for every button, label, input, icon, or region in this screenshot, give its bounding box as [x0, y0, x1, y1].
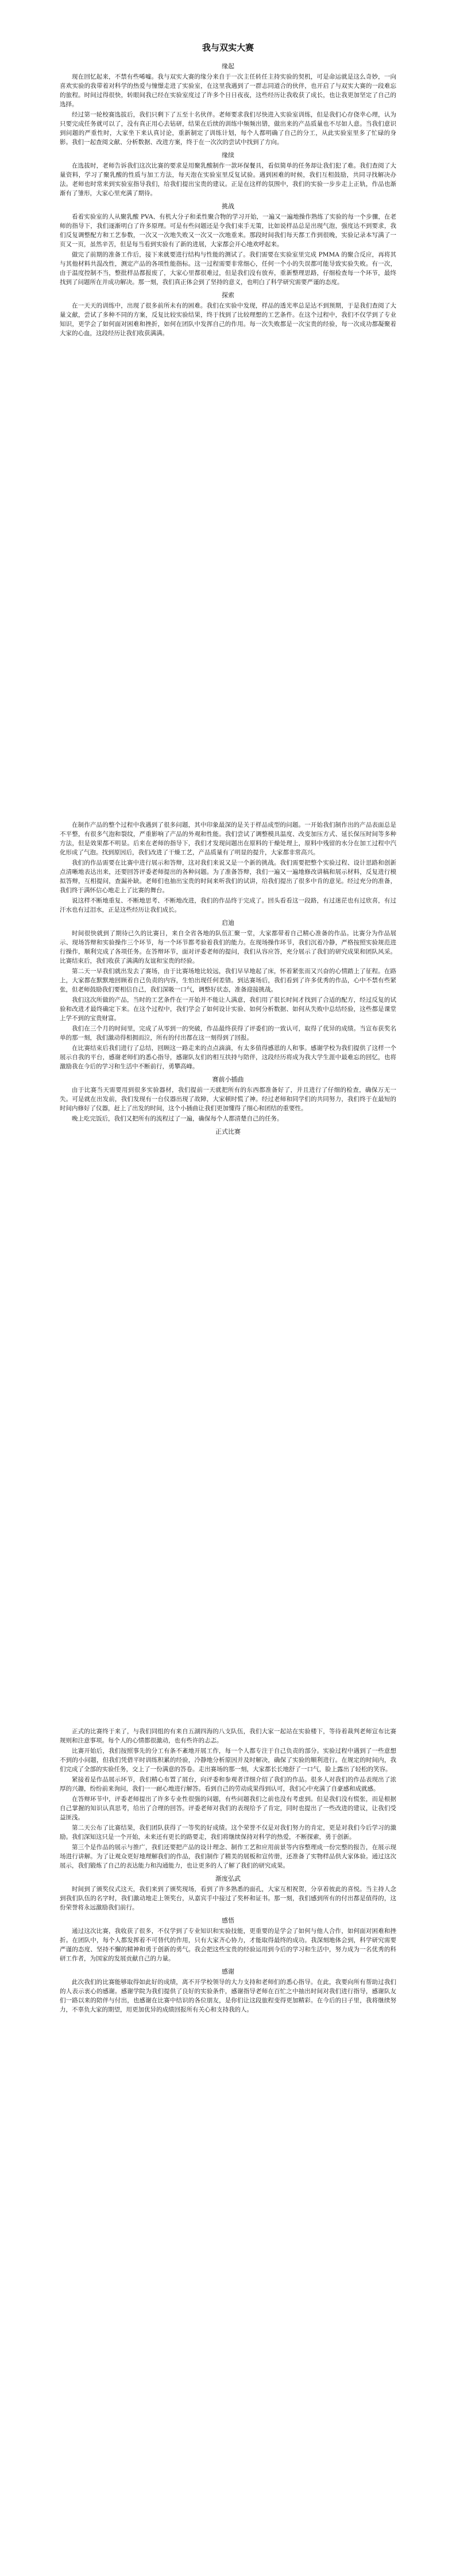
section-heading-zhengshi: 正式比赛 — [215, 1128, 241, 1135]
paragraph: 我们这次所做的产品，当时的工艺条件在一开始并不能让人满意，我们用了很长时间才找到了合适的配方，经过反复的试验和改进才最终确定下来。在这个过程中，我们学会了如何设计实验、如何分析数据、如何从失败中总结经验，这些都是课堂上学不到的宝贵财富。 — [60, 997, 396, 1022]
paragraph: 第二天一早我们就出发去了赛场，由于比赛场地比较远，我们早早地起了床，怀着紧张而又兴奋的心情踏上了征程。在路上，大家都在默默地回顾着自己负责的内容，生怕出现任何差错。到达赛场后，我们看到了许多优秀的作品，心中不禁有些紧张，但老师鼓励我们要相信自己，我们深吸一口气，调整好状态，准备迎接挑战。 — [60, 968, 396, 993]
paragraph: 经过第一轮校赛选拔后，我们只剩下了五至十名伙伴。老师要求我们尽快进入实验室训练，但是我们心存侥幸心理，认为只要完成任务就可以了，没有真正用心去钻研，结果在后续的训练中频频出错，做出来的产品质量也不尽如人意。当我们意识到问题的严重性时，大家坐下来认真讨论，重新制定了训练计划，每个人都明确了自己的分工，从此实验室里多了忙碌的身影。我们一起查阅文献、分析数据、改进方案，终于在一次次的尝试中找到了方向。 — [60, 111, 396, 146]
section-heading-tansuo: 探索 — [222, 291, 234, 299]
page-1-content — [60, 41, 396, 339]
paragraph: 晚上吃完饭后，我们又把所有的流程过了一遍，确保每个人都清楚自己的任务。 — [72, 1115, 283, 1122]
paragraph: 比赛开始后，我们按照事先的分工有条不紊地开展工作，每一个人都专注于自己负责的部分。实验过程中遇到了一些意想不到的小问题，但我们凭借平时训练积累的经验，冷静地分析原因并及时解决，确保了实验的顺利进行。在规定的时间内，我们完成了全部的实验任务，交上了一份满意的答卷。走出赛场的那一刻，大家都长长地舒了一口气，脸上露出了轻松的笑容。 — [60, 1748, 396, 1773]
section-heading-ganxie: 感谢 — [222, 1968, 234, 1975]
page-3-content — [60, 1727, 396, 2015]
section-heading-saiqian: 赛前小插曲 — [212, 1076, 244, 1083]
paragraph: 看着实验室的人从聚乳酸 PVA、有机大分子和柔性聚合物的学习开始，一遍又一遍地操作熟练了实验的每一个步骤，在老师的指导下，我们逐渐明白了许多原理。可是有些问题还是令我们束手无策，比如说样品总是出现气泡，强度达不到要求，我们反复调整配方和工艺参数，一次又一次地失败又一次又一次地重来。那段时间我们每天都工作到很晚，实验记录本写满了一页又一页，虽然辛苦，但是每当看到实验有了新的进展，大家都会开心地欢呼起来。 — [60, 213, 396, 248]
paragraph: 做完了前期的准备工作后，接下来就要进行结构与性能的测试了。我们需要在实验室里完成 PMMA 的聚合反应，再将其与其他材料共混改性，测定产品的各项性能指标。这一过程需要非常细心，任何一个小的失误都可能导致实验失败。有一次，由于温度控制不当，整批样品都报废了，大家心里都很难过，但是我们没有放弃，重新整理思路，仔细检查每一个环节，最终找到了问题所在并成功解决。那一刻，我们真正体会到了坚持的意义，也明白了科学研究需要严谨的态度。 — [60, 251, 396, 286]
paragraph: 我们的作品需要在比赛中进行展示和答辩，这对我们来说又是一个新的挑战。我们需要把整个实验过程、设计思路和创新点清晰地表达出来，还要回答评委老师提出的各种问题。为了准备答辩，我们一遍又一遍地修改讲稿和展示材料，反复进行模拟答辩，互相提问，查漏补缺。老师们也抽出宝贵的时间来听我们的试讲，给我们提出了很多中肯的意见。经过充分的准备，我们终于满怀信心地走上了比赛的舞台。 — [60, 859, 396, 894]
paragraph: 紧接着是作品展示环节，我们精心布置了展台，向评委和参观者详细介绍了我们的作品。很多人对我们的作品表现出了浓厚的兴趣，纷纷前来询问，我们一一耐心地进行解答。看到自己的劳动成果得到认可，我们心中充满了自豪感和成就感。 — [60, 1776, 396, 1792]
paragraph: 在选拔时，老师告诉我们这次比赛的要求是用聚乳酸制作一款环保餐具，看似简单的任务却让我们犯了难。我们查阅了大量资料，学习了聚乳酸的性质与加工方法，每天泡在实验室里反复试验。遇到困难的时候，我们互相鼓励，共同寻找解决办法。老师也时常来到实验室指导我们，给我们提出宝贵的建议。正是在这样的氛围中，我们的实验一步步走上正轨，作品也渐渐有了雏形，大家心里充满了期待。 — [60, 162, 396, 197]
document-page-1 — [0, 0, 456, 797]
document-page-2 — [0, 797, 456, 1704]
paragraph: 在一天天的训练中，出现了很多前所未有的困难。我们在实验中发现，样品的透光率总是达不到预期，于是我们查阅了大量文献，尝试了多种不同的方案，反复比较实验结果，终于找到了比较理想的工艺条件。在这个过程中，我们不仅学到了专业知识，更学会了如何面对困难和挫折，如何在团队中发挥自己的作用。每一次失败都是一次宝贵的经验，每一次成功都凝聚着大家的心血，这段经历让我们收获满满。 — [60, 302, 396, 337]
page-2-content — [60, 820, 396, 1138]
section-heading-yuanqi: 缘起 — [222, 63, 234, 70]
paragraph: 正式的比赛终于来了，与我们同组的有来自五湖四海的八支队伍，我们大家一起站在实验楼下，等待着裁判老师宣布比赛规则和注意事项。每个人的心情都很激动，也有些许的忐忑。 — [60, 1728, 396, 1744]
paragraph: 第三个是作品的展示与推广，我们还要把产品的设计理念、制作工艺和应用前景等内容整理成一份完整的报告，在展示现场进行讲解。为了让观众更好地理解我们的作品，我们制作了精美的展板和宣传册，还准备了实物样品供大家体验。通过这次展示，我们锻炼了自己的表达能力和沟通能力，也让更多的人了解了我们的研究成果。 — [60, 1844, 396, 1869]
section-heading-jiandu: 渐度弘武 — [215, 1875, 241, 1882]
section-heading-tiaozhan: 挑战 — [222, 203, 234, 210]
paragraph: 时间到了颁奖仪式这天，我们来到了颁奖现场，看到了许多熟悉的面孔，大家互相祝贺，分享着彼此的喜悦。当主持人念到我们队伍的名字时，我们激动地走上领奖台，从嘉宾手中接过了奖杯和证书。那一刻，我们感到所有的付出都是值得的，这份荣誉将永远激励我们前行。 — [60, 1886, 396, 1911]
section-heading-ganwu: 感悟 — [222, 1917, 234, 1924]
paragraph: 通过这次比赛，我收获了很多，不仅学到了专业知识和实验技能，更重要的是学会了如何与他人合作，如何面对困难和挫折。在团队中，每个人都发挥着不可替代的作用，只有大家齐心协力，才能取得最终的成功。我深刻地体会到，科学研究需要严谨的态度、坚持不懈的精神和勇于创新的勇气。我会把这些宝贵的经验运用到今后的学习和生活中，努力成为一名优秀的科研工作者，为国家的发展贡献自己的力量。 — [60, 1928, 396, 1962]
document-title: 我与双实大赛 — [202, 42, 254, 53]
paragraph: 我们在三个月的时间里，完成了从零到一的突破，作品最终获得了评委们的一致认可，取得了优异的成绩。当宣布获奖名单的那一刻，我们激动得相拥而泣，所有的付出都在这一刻得到了回报。 — [60, 1025, 396, 1041]
paragraph: 说这样不断地重复、不断地思考、不断地改进，我们的作品终于完成了。回头看看这一段路，有过迷茫也有过欣喜，有过汗水也有过泪水，正是这些经历让我们成长。 — [60, 897, 396, 913]
paragraph: 时间很快就到了期待已久的比赛日，来自全省各地的队伍汇聚一堂，大家都带着自己精心准备的作品。比赛分为作品展示、现场答辩和实验操作三个环节，每一个环节都考验着我们的能力。在现场操作环节，我们沉着冷静，严格按照实验规范进行操作，顺利完成了各项任务。在答辩环节，面对评委老师的提问，我们从容应答，充分展示了我们的研究成果和团队风采。比赛结束后，我们收获了满满的友谊和宝贵的经验。 — [60, 930, 396, 964]
paragraph: 由于比赛当天需要用到很多实验器材，我们提前一天就把所有的东西都准备好了，并且进行了仔细的检查，确保万无一失。可是就在出发前，我们发现有一台仪器出现了故障，大家顿时慌了神。经过老师和同学们的共同努力，我们终于在最短的时间内修好了仪器，赶上了出发的时间，这个小插曲让我们更加懂得了细心和团结的重要性。 — [60, 1087, 396, 1112]
paragraph: 此次我们的比赛能够取得如此好的成绩，离不开学校领导的大力支持和老师们的悉心指导。在此，我要向所有帮助过我们的人表示衷心的感谢。感谢学院为我们提供了良好的实验条件，感谢指导老师在百忙之中抽出时间对我们进行指导，感谢队友们一路以来的陪伴与付出，也感谢在比赛中结识的各位朋友，是你们让这段旅程变得更加精彩。在今后的日子里，我将继续努力，不辜负大家的期望，用更加优异的成绩回报所有关心和支持我的人。 — [60, 1979, 396, 2013]
paragraph: 第二天公布了比赛结果，我们团队获得了一等奖的好成绩。这个荣誉不仅是对我们努力的肯定，更是对我们今后学习的激励。我们深知这只是一个开始，未来还有更长的路要走，我们将继续保持对科学的热爱，不断探索，勇于创新。 — [60, 1824, 396, 1840]
paragraph: 在答辩环节中，评委老师提出了许多专业性很强的问题，有些问题我们之前也没有考虑到。但是我们没有慌张，而是根据自己掌握的知识认真思考，给出了合理的回答。评委老师对我们的表现给予了肯定，同时也提出了一些改进的建议，让我们受益匪浅。 — [60, 1796, 396, 1821]
paragraph: 现在回忆起来，不禁有些唏嘘。我与双实大赛的缘分来自于一次主任转任主持实验的契机，可是命运就是这么奇妙，一向喜欢实验的我带着对科学的热爱与憧憬走进了实验室，在这里我遇到了一群志同道合的伙伴，也开启了与双实大赛的一段难忘的旅程。时间过得很快，转眼间我已经在实验室度过了许多个日日夜夜，这些经历让我收获了成长，也让我更加坚定了自己的选择。 — [60, 73, 396, 108]
paragraph: 在比赛结束后我们进行了总结，回顾这一路走来的点点滴滴，有太多值得感恩的人和事。感谢学校为我们提供了这样一个展示自我的平台，感谢老师们的悉心指导，感谢队友们的相互扶持与陪伴，这段经历将成为我大学生涯中最难忘的回忆，也将激励我在今后的学习和生活中不断前行，勇攀高峰。 — [60, 1045, 396, 1070]
paragraph: 在制作产品的整个过程中我遇到了很多问题，其中印象最深的是关于样品成型的问题。一开始我们制作出的产品表面总是不平整，有很多气泡和裂纹，严重影响了产品的外观和性能。我们尝试了调整模具温度、改变加压方式、延长保压时间等多种方法，但是效果都不明显。后来在老师的指导下，我们才发现问题出在原料的干燥处理上，原料中残留的水分在加工过程中汽化形成了气泡。找到原因后，我们改进了干燥工艺，产品质量有了明显的提升，大家都非常高兴。 — [60, 822, 396, 856]
document-page-3 — [0, 1704, 456, 2576]
section-heading-qidi: 启迪 — [222, 919, 234, 927]
section-heading-yuanxu: 缘续 — [222, 151, 234, 159]
